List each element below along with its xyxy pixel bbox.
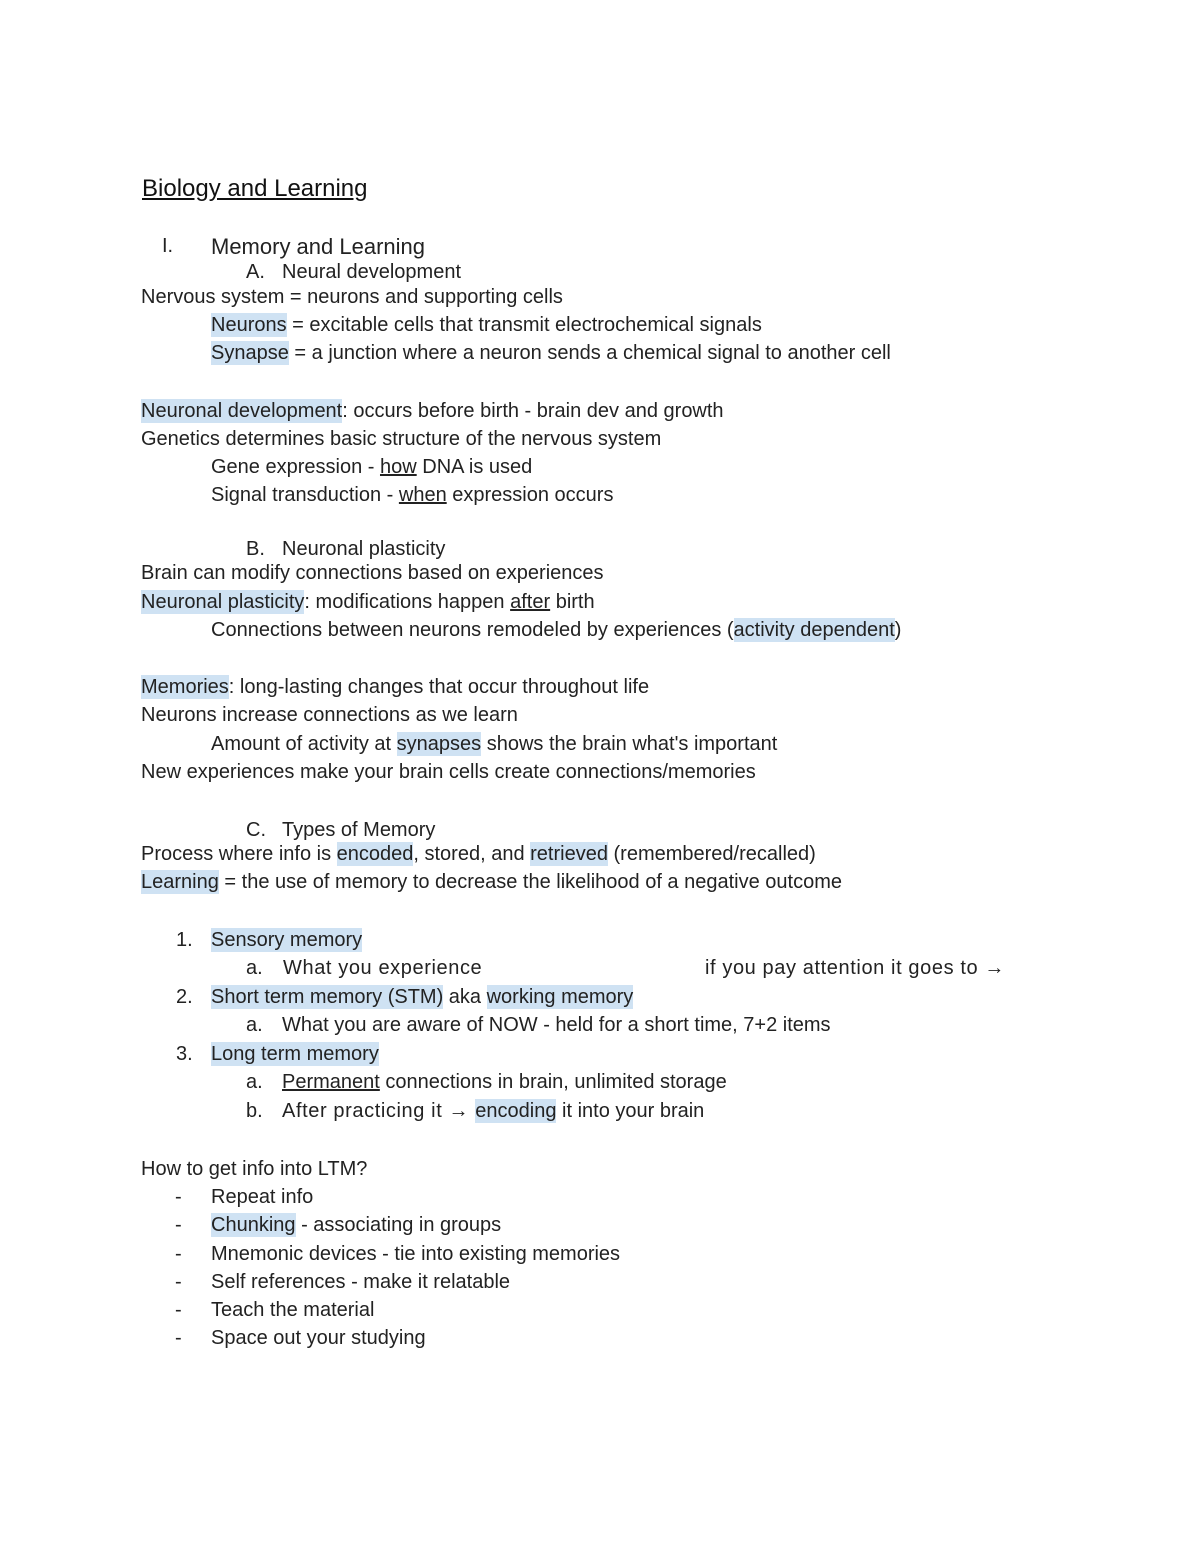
- subsection-marker: A.: [246, 261, 265, 283]
- list-item-note: if you pay attention it goes to →: [705, 957, 1005, 979]
- note-line: New experiences make your brain cells create connections/memories: [141, 761, 756, 783]
- note-line: [141, 398, 724, 424]
- note-line: [211, 482, 613, 508]
- underlined-word: Permanent: [282, 1071, 380, 1093]
- highlighted-term: Synapse: [211, 342, 289, 364]
- highlighted-term: Neuronal plasticity: [141, 591, 305, 613]
- note-text: : modifications happen: [304, 591, 511, 613]
- underlined-word: when: [398, 484, 447, 506]
- note-text: After practicing it →: [282, 1100, 476, 1122]
- highlighted-term: Short term memory (STM): [211, 986, 444, 1008]
- highlighted-term: retrieved: [530, 843, 608, 865]
- note-line: Brain can modify connections based on experiences: [141, 562, 604, 584]
- note-text: aka: [443, 986, 487, 1008]
- note-text: Process where info is: [141, 843, 337, 865]
- note-line: [211, 312, 762, 338]
- list-item: [211, 1041, 379, 1067]
- bullet-dash: -: [175, 1299, 182, 1321]
- underlined-word: after: [510, 591, 551, 613]
- subsection-heading: Types of Memory: [282, 819, 436, 841]
- highlighted-term: synapses: [396, 733, 482, 755]
- list-item: [211, 984, 633, 1010]
- subsection-heading: Neuronal plasticity: [282, 538, 446, 560]
- subsection-marker: C.: [246, 819, 266, 841]
- bullet-dash: -: [175, 1214, 182, 1236]
- list-item: [282, 1098, 704, 1124]
- note-text: expression occurs: [446, 484, 614, 506]
- note-text: ): [894, 619, 902, 641]
- list-marker: a.: [246, 957, 263, 979]
- note-text: it into your brain: [556, 1100, 705, 1122]
- note-text: - associating in groups: [295, 1214, 502, 1236]
- note-text: = the use of memory to decrease the likelihood of a negative outcome: [218, 871, 842, 893]
- note-text: : occurs before birth - brain dev and growth: [342, 400, 724, 422]
- note-line: [211, 340, 891, 366]
- bullet-dash: -: [175, 1327, 182, 1349]
- highlighted-term: working memory: [486, 986, 634, 1008]
- note-text: Connections between neurons remodeled by experiences (: [211, 619, 734, 641]
- highlighted-term: Memories: [141, 676, 229, 698]
- bullet-item: Space out your studying: [211, 1327, 426, 1349]
- note-text: connections in brain, unlimited storage: [379, 1071, 727, 1093]
- highlighted-term: Chunking: [211, 1214, 296, 1236]
- document-title: Biology and Learning: [142, 175, 368, 202]
- list-marker: 1.: [176, 929, 193, 951]
- list-item: [282, 1069, 727, 1095]
- note-text: Signal transduction -: [211, 484, 399, 506]
- note-line: Genetics determines basic structure of the nervous system: [141, 428, 662, 450]
- list-marker: a.: [246, 1071, 263, 1093]
- bullet-item: [211, 1212, 501, 1238]
- list-item: [211, 927, 362, 953]
- subsection-marker: B.: [246, 538, 265, 560]
- list-marker: a.: [246, 1014, 263, 1036]
- note-text: = a junction where a neuron sends a chemical signal to another cell: [288, 342, 891, 364]
- note-text: , stored, and: [413, 843, 531, 865]
- note-line: [211, 617, 901, 643]
- section-heading: Memory and Learning: [211, 234, 426, 259]
- bullet-item: Mnemonic devices - tie into existing memories: [211, 1243, 621, 1265]
- bullet-dash: -: [175, 1243, 182, 1265]
- note-text: Gene expression -: [211, 456, 380, 478]
- section-marker: I.: [162, 235, 174, 257]
- highlighted-term: Learning: [141, 871, 219, 893]
- note-text: birth: [550, 591, 595, 613]
- highlighted-term: Sensory memory: [211, 929, 363, 951]
- note-line: [141, 589, 595, 615]
- note-line: [141, 841, 816, 867]
- bullet-dash: -: [175, 1271, 182, 1293]
- list-marker: b.: [246, 1100, 263, 1122]
- note-text: Amount of activity at: [211, 733, 397, 755]
- bullet-item: Repeat info: [211, 1186, 314, 1208]
- bullet-item: Self references - make it relatable: [211, 1271, 511, 1293]
- note-text: (remembered/recalled): [607, 843, 816, 865]
- underlined-word: how: [379, 456, 417, 478]
- highlighted-term: encoding: [475, 1100, 557, 1122]
- note-text: : long-lasting changes that occur throughout life: [228, 676, 650, 698]
- list-marker: 3.: [176, 1043, 193, 1065]
- bullet-item: Teach the material: [211, 1299, 375, 1321]
- note-line: Neurons increase connections as we learn: [141, 704, 518, 726]
- highlighted-term: Neuronal development: [141, 400, 343, 422]
- list-marker: 2.: [176, 986, 193, 1008]
- note-line: Nervous system = neurons and supporting cells: [141, 286, 563, 308]
- note-line: [141, 674, 649, 700]
- bullet-dash: -: [175, 1186, 182, 1208]
- highlighted-term: encoded: [336, 843, 414, 865]
- note-line: How to get info into LTM?: [141, 1158, 368, 1180]
- note-text: shows the brain what's important: [481, 733, 778, 755]
- highlighted-term: Neurons: [211, 314, 287, 336]
- list-item: What you are aware of NOW - held for a short time, 7+2 items: [282, 1014, 831, 1036]
- note-text: = excitable cells that transmit electrochemical signals: [286, 314, 762, 336]
- highlighted-term: activity dependent: [733, 619, 895, 641]
- list-item: What you experience: [283, 957, 483, 979]
- note-text: DNA is used: [416, 456, 533, 478]
- note-line: [211, 731, 777, 757]
- note-line: [141, 869, 842, 895]
- highlighted-term: Long term memory: [211, 1043, 379, 1065]
- note-line: [211, 454, 532, 480]
- subsection-heading: Neural development: [282, 261, 461, 283]
